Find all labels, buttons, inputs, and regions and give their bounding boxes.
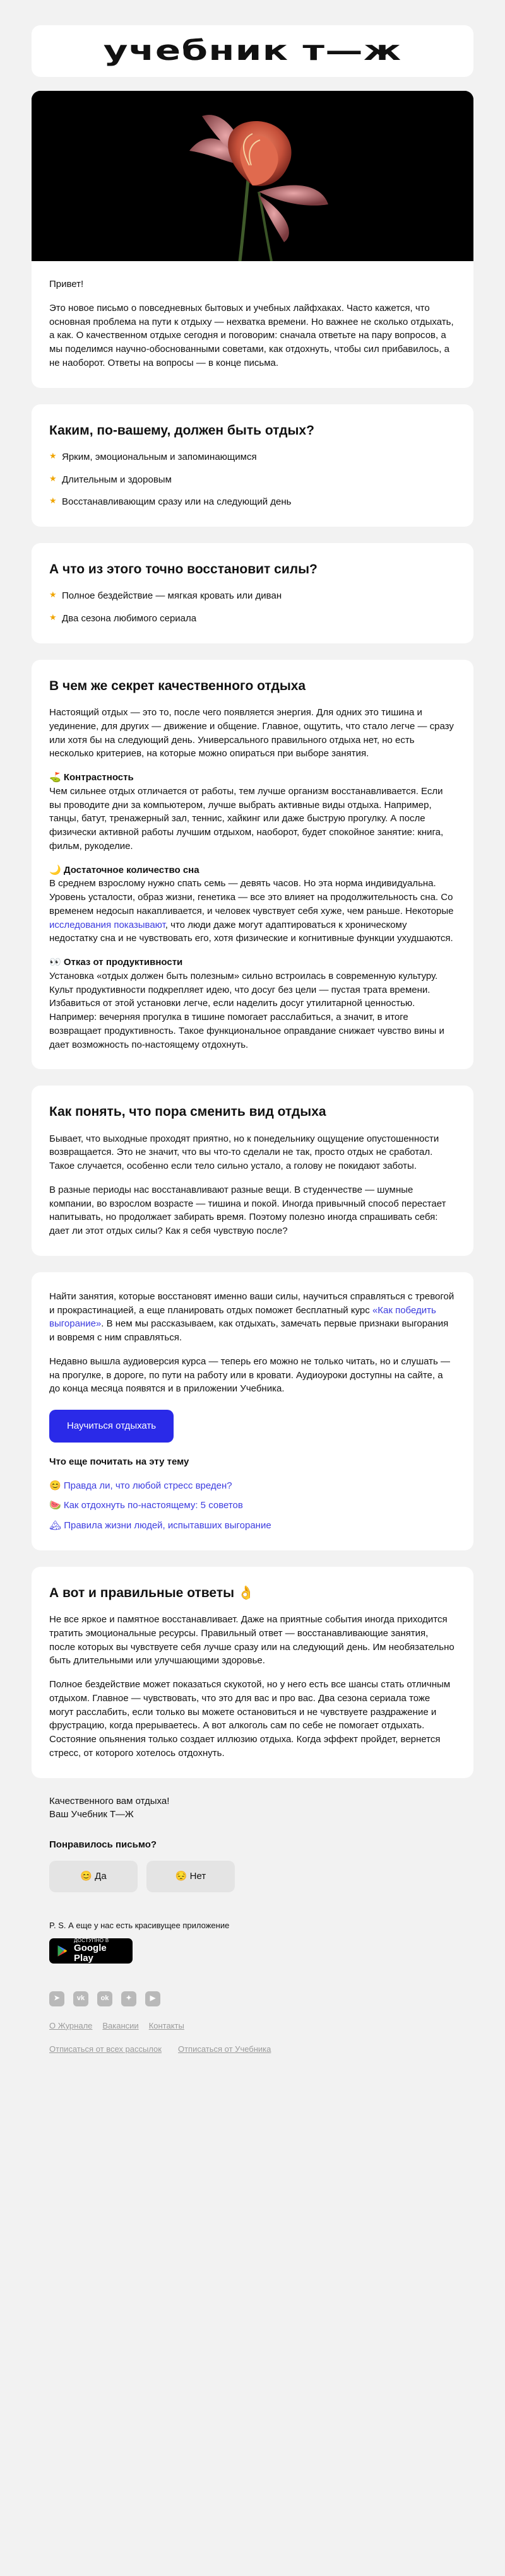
option-item: ★ Восстанавливающим сразу или на следующий день bbox=[49, 496, 292, 508]
refuse-text: Установка «отдых должен быть полезным» сильно встроилась в современную культуру. Культ продуктивности подкрепляет идею, что досуг без цели — пустая трата времени. Избавиться от этой установки легче, если наделить досуг утилитарной ценностью. Например: вечерняя прогулка в тишине помогает расслабиться, а значит, в итоге возвращает продуктивность. Такое функциональное оправдание снижает чувство вины и дает возможность по-настоящему отдохнуть. bbox=[49, 970, 444, 1050]
secret-card bbox=[32, 660, 473, 1070]
dzen-icon[interactable]: ✦ bbox=[121, 1991, 136, 2006]
email-container bbox=[32, 0, 473, 2081]
greeting: Привет! bbox=[49, 279, 84, 290]
signoff-line-2: Ваш Учебник Т—Ж bbox=[49, 1809, 134, 1820]
answers-paragraph-1: Не все яркое и памятное восстанавливает. Даже на приятные события иногда приходится тратить эмоциональные ресурсы. Правильный ответ — восстанавливающие занятия, после которых вы чувствуете себя лучше сразу или на следующий день. Им необязательно быть длительными или улучшающими здоровье. bbox=[49, 1614, 454, 1666]
contrast-block bbox=[49, 771, 456, 853]
unsubscribe-all-link[interactable]: Отписаться от всех рассылок bbox=[49, 2044, 162, 2054]
question-2-title: А что из этого точно восстановит силы? bbox=[49, 562, 318, 577]
question-1-options bbox=[49, 450, 456, 509]
store-name: Google Play bbox=[74, 1943, 107, 1964]
flower-illustration bbox=[32, 91, 473, 261]
promo-paragraph-1: Найти занятия, которые восстановят именно ваши силы, научиться справляться с тревогой и прокрастинацией, а еще планировать отдых поможет бесплатный курс «Как победить выгорание». В нем мы рассказываем, как отдыхать, замечать первые признаки выгорания и вовремя с ним справляться. bbox=[49, 1291, 454, 1344]
refuse-title: 👀 Отказ от продуктивности bbox=[49, 957, 183, 968]
unsubscribe-uchebnik-link[interactable]: Отписаться от Учебника bbox=[177, 2044, 271, 2054]
google-play-icon bbox=[56, 1944, 69, 1958]
header-card bbox=[32, 25, 473, 77]
change-card bbox=[32, 1086, 473, 1256]
footer-link-vacancies[interactable]: Вакансии bbox=[102, 2020, 139, 2030]
footer-link-contacts[interactable]: Контакты bbox=[148, 2020, 184, 2030]
question-2-card bbox=[32, 543, 473, 643]
star-icon: ★ bbox=[49, 450, 57, 460]
star-icon: ★ bbox=[49, 473, 57, 483]
refuse-block bbox=[49, 956, 456, 1051]
telegram-icon[interactable]: ➤ bbox=[49, 1991, 64, 2006]
signoff-line-1: Качественного вам отдыха! bbox=[49, 1795, 170, 1806]
promo-paragraph-2: Недавно вышла аудиоверсия курса — теперь его можно не только читать, но и слушать — на прогулке, в дороге, по пути на работу или в кровати. Аудиоуроки доступны на сайте, а до конца месяца появятся и в приложении Учебника. bbox=[49, 1355, 451, 1395]
secret-paragraph: Настоящий отдых — это то, после чего появляется энергия. Для одних это тишина и уединение, для других — движение и общение. Главное, ощутить, что стало легче — сразу или хотя бы на следующий день. Универсального правильного отдыха нет, но есть несколько критериев, на которые можно опираться при выборе занятия. bbox=[49, 707, 454, 759]
logo[interactable]: учебник т—ж bbox=[103, 35, 402, 67]
youtube-icon[interactable]: ▶ bbox=[145, 1991, 160, 2006]
secret-title: В чем же секрет качественного отдыха bbox=[49, 678, 306, 693]
vk-icon[interactable]: vk bbox=[73, 1991, 88, 2006]
feedback-no-button[interactable]: 😔 Нет bbox=[146, 1861, 235, 1892]
answers-title: А вот и правильные ответы 👌 bbox=[49, 1585, 255, 1600]
question-1-card bbox=[32, 404, 473, 527]
research-link[interactable]: исследования показывают bbox=[49, 919, 165, 930]
option-item: ★ Полное бездействие — мягкая кровать или диван bbox=[49, 590, 282, 602]
answers-paragraph-2: Полное бездействие может показаться скукотой, но у него есть все шансы стать отличным отдыхом. Главное — чувствовать, что это для вас и про вас. Два сезона сериала тоже могут расслабить, если только вы можете остановиться и не чувствуете раздражение и фрустрацию, когда прерываетесь. А вот алкоголь сам по себе не помогает отдыхать. Состояние опьянения только создает иллюзию отдыха. Когда эффект пройдет, вернется стресс, от которого хотелось отдохнуть. bbox=[49, 1679, 451, 1759]
read-more-item bbox=[49, 1519, 456, 1533]
option-item: ★ Длительным и здоровым bbox=[49, 473, 172, 485]
learn-to-rest-button[interactable]: Научиться отдыхать bbox=[49, 1410, 174, 1443]
read-more-title: Что еще почитать на эту тему bbox=[49, 1456, 189, 1467]
promo-card bbox=[32, 1272, 473, 1550]
article-link[interactable]: 🍉 Как отдохнуть по-настоящему: 5 советов bbox=[49, 1500, 243, 1511]
unsubscribe-links bbox=[32, 2044, 473, 2056]
change-paragraph-1: Бывает, что выходные проходят приятно, но к понедельнику ощущение опустошенности возвращается. Это не значит, что вы что-то сделали не так, просто отдых не сработал. Такое случается, особенно если тело сильно устало, а голову не покидают заботы. bbox=[49, 1133, 439, 1172]
feedback-title: Понравилось письмо? bbox=[49, 1839, 157, 1851]
answers-card bbox=[32, 1567, 473, 1778]
star-icon: ★ bbox=[49, 612, 57, 623]
contrast-text: Чем сильнее отдых отличается от работы, тем лучше организм восстанавливается. Если вы проводите дни за компьютером, лучше выбрать активные виды отдыха. Например, танцы, батут, тренажерный зал, теннис, хайкинг или даже быструю прогулку. А после физически активной работы лучшим отдыхом, наоборот, будет спокойное занятие: книга, фильм, рукоделие. bbox=[49, 785, 444, 852]
sleep-block: 🌙 Достаточное количество сна В среднем взрослому нужно спать семь — девять часов. Но эта норма индивидуальна. Уровень усталости, образ жизни, генетика — все это влияет на продолжительность сна. Со временем недосып накапливается, и человек чувствует себя хуже, чем раньше. Некоторые исследования показывают, что люди даже могут адаптироваться к хроническому недостатку сна и не чувствовать его, хотя физические и когнитивные функции ухудшаются. bbox=[49, 864, 456, 946]
article-link[interactable]: 😊 Правда ли, что любой стресс вреден? bbox=[49, 1480, 232, 1491]
intro-card bbox=[32, 261, 473, 388]
star-icon: ★ bbox=[49, 590, 57, 600]
read-more-item bbox=[49, 1499, 456, 1513]
odnoklassniki-icon[interactable]: ok bbox=[97, 1991, 112, 2006]
star-icon: ★ bbox=[49, 496, 57, 506]
change-paragraph-2: В разные периоды нас восстанавливают разные вещи. В студенчестве — шумные компании, во взрослом возрасте — тишина и покой. Иногда привычный способ перестает напитывать, но продолжает забирать время. Поэтому полезно иногда спрашивать себя: дает ли этот отдых силы? Как я себя чувствую после? bbox=[49, 1184, 446, 1237]
app-ps-text: P. S. А еще у нас есть красивущее приложение bbox=[49, 1920, 230, 1930]
article-link[interactable]: 🏔 Правила жизни людей, испытавших выгорание bbox=[49, 1520, 271, 1531]
read-more-list bbox=[49, 1479, 456, 1533]
course-link[interactable]: «Как победить выгорание» bbox=[49, 1304, 436, 1330]
question-2-options bbox=[49, 589, 456, 626]
google-play-badge[interactable] bbox=[49, 1938, 133, 1964]
option-item: ★ Ярким, эмоциональным и запоминающимся bbox=[49, 450, 257, 462]
feedback-buttons bbox=[32, 1861, 473, 1892]
question-1-title: Каким, по-вашему, должен быть отдых? bbox=[49, 423, 314, 438]
store-small-label: ДОСТУПНО В bbox=[74, 1937, 109, 1943]
sleep-title: 🌙 Достаточное количество сна bbox=[49, 864, 199, 875]
option-item: ★ Два сезона любимого сериала bbox=[49, 612, 197, 624]
footer-link-about[interactable]: О Журнале bbox=[49, 2020, 93, 2030]
social-links bbox=[32, 1991, 473, 2006]
contrast-title: ⛳ Контрастность bbox=[49, 772, 134, 783]
feedback-yes-button[interactable]: 😊 Да bbox=[49, 1861, 138, 1892]
read-more-item bbox=[49, 1479, 456, 1493]
hero-image bbox=[32, 91, 473, 261]
intro-text: Это новое письмо о повседневных бытовых и учебных лайфхаках. Часто кажется, что основная проблема на пути к отдыху — нехватка времени. Но важнее не сколько отдыхать, а как. О качественном отдыхе сегодня и поговорим: сначала ответьте на пару вопросов, а мы поделимся научно-обоснованными советами, как отдохнуть, чтобы сил прибавилось, а не наоборот. Ответы на вопросы — в конце письма. bbox=[49, 302, 454, 368]
signoff bbox=[32, 1794, 473, 1822]
change-title: Как понять, что пора сменить вид отдыха bbox=[49, 1104, 326, 1120]
footer-links bbox=[32, 2020, 473, 2032]
